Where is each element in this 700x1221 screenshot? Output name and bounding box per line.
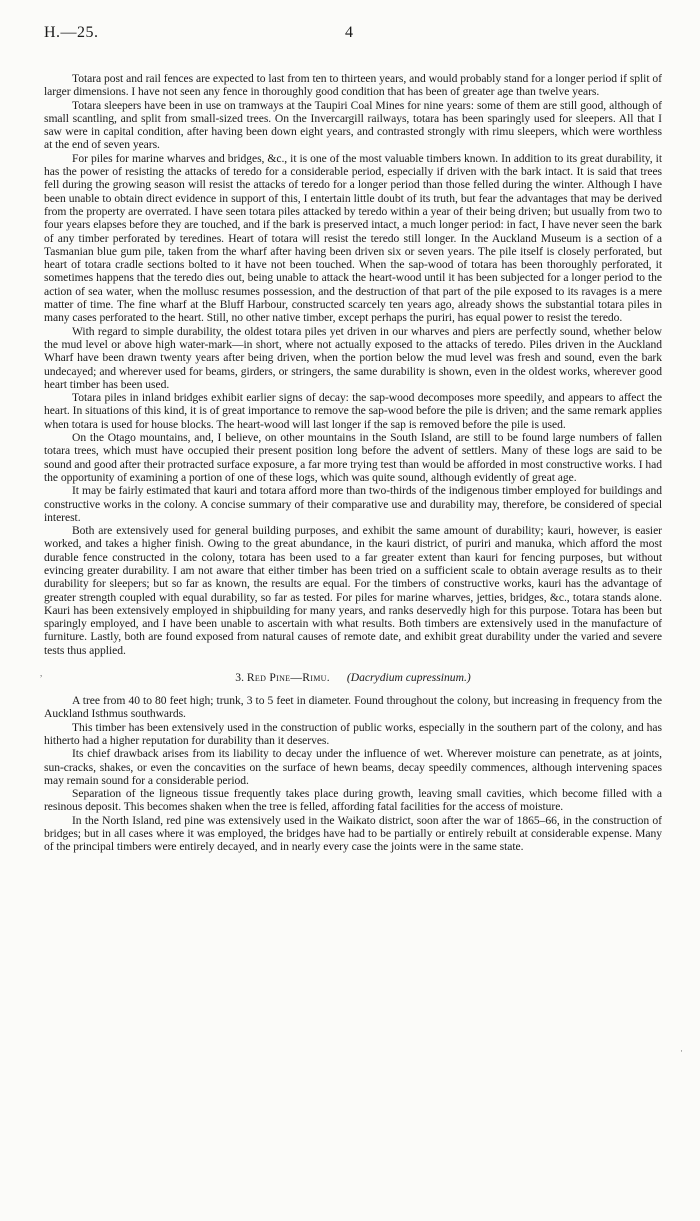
paragraph-rimu-usage: This timber has been extensively used in the construction of public works, especially in the southern part of the colony, and has hitherto had a higher reputation for durability than it deserves. [44,720,662,747]
page-number: 4 [345,24,353,41]
section-title: Red Pine—Rimu. [246,671,330,685]
section-latin-name: (Dacrydium cupressinum.) [346,671,471,685]
paragraph-totara-durability: With regard to simple durability, the oldest totara piles yet driven in our wharves and piers are perfectly sound, whether below the mud level or above high water-mark—in short, where not actually exposed to the attacks of teredo. Piles driven in the Auckland Wharf have been drawn twenty years after being driven, when the portion below the mud level was fresh and sound, even the bark undecayed; and wherever used for beams, girders, or stringers, the same durability is shown, even in the oldest works, wherever good heart timber has been used. [44,324,662,391]
paragraph-totara-sleepers: Totara sleepers have been in use on tramways at the Taupiri Coal Mines for nine years: some of them are still good, although of small scantling, and split from small-sized trees. On the Invercargill railways, totara has been sparingly used for sleepers. All that I saw were in capital condition, after having been down eight years, and contrasted strongly with rimu sleepers, which were worthless at the end of seven years. [44,98,662,152]
paragraph-kauri-totara-comparison: Both are extensively used for general building purposes, and exhibit the same amount of durability; kauri, however, is easier worked, and takes a higher finish. Owing to the great abundance, in the kauri district, of puriri and manuka, which afford the most durable fence constructed in the colony, totara has been used to a far greater extent than kauri for fencing purposes, but without evincing greater durability. I am not aware that either timber has been tried on a sufficient scale to obtain average results as to their durability for sleepers; but so far as known, the results are equal. For the timbers of constructive works, kauri has the advantage of greater strength coupled with equal durability, so far as tested. For piles for marine wharves, jetties, bridges, &c., totara stands alone. Kauri has been extensively employed in shipbuilding for many years, and ranks deservedly high for this purpose. Totara has been but sparingly employed, and I have been unable to ascertain with what results. Both timbers are extensively used in the manufacture of furniture. Lastly, both are found exposed from natural causes of remote date, and exhibit great durability under the varied and severe tests thus applied. [44,524,662,657]
paragraph-totara-fences: Totara post and rail fences are expected to last from ten to thirteen years, and would probably stand for a longer period if split of larger dimensions. I have not seen any fence in thoroughly good condition that has been of greater age than twelve years. [44,72,662,99]
paragraph-totara-piles: For piles for marine wharves and bridges, &c., it is one of the most valuable timbers known. In addition to its great durability, it has the power of resisting the attacks of teredo for a considerable period, especially if driven with the bark intact. It is said that trees fell during the growing season will resist the attacks of teredo for a longer period than those felled during the winter. Although I have been unable to obtain direct evidence in support of this, I entertain little doubt of its truth, but fear the advantages that may be derived from the property are overrated. I have seen totara piles attacked by teredo within a year of their being driven; but usually from two to four years elapses before they are touched, and if the bark is preserved intact, a much longer period: in fact, I have never seen the bark of any timber perforated by teredines. Heart of totara will resist the teredo still longer. In the Auckland Museum is a section of a Tasmanian blue gum pile, taken from the wharf after having been driven six or seven years. The pile itself is closely perforated, but heart of totara cradle sections bolted to it have not been touched. When the sap-wood of totara has been thoroughly perforated, it sometimes happens that the teredo dies out, being unable to attack the heart-wood until it has been subjected for a longer period to the action of sea water, when the mollusc resumes possession, and the destruction of that part of the pile exposed to its ravages is a mere matter of time. The fine wharf at the Bluff Harbour, constructed scarcely ten years ago, already shows the substantial totara piles in many cases perforated to the heart. Still, no other native timber, except perhaps the puriri, has equal power to resist the teredo. [44,151,662,325]
margin-mark: · [680,1046,683,1056]
margin-mark: , [40,668,43,678]
paragraph-rimu-waikato: In the North Island, red pine was extensively used in the Waikato district, soon after the war of 1865–66, in the construction of bridges; but in all cases where it was employed, the bridges have had to be partially or entirely rebuilt at considerable expense. Many of the principal timbers were entirely decayed, and in nearly every case the joints were in the same state. [44,813,662,854]
paragraph-rimu-drawback: Its chief drawback arises from its liability to decay under the influence of wet. Wherever moisture can penetrate, as at joints, sun-cracks, shakes, or even the concavities on the surface of hewn beams, decay speedily commences, although intervening spaces may remain sound for a considerable period. [44,747,662,787]
paragraph-rimu-description: A tree from 40 to 80 feet high; trunk, 3 to 5 feet in diameter. Found throughout the colony, but increasing in frequency from the Auckland Isthmus southwards. [44,694,662,721]
section-heading-rimu [44,671,662,685]
document-reference: H.—25. [44,24,99,41]
paragraph-inland-bridges: Totara piles in inland bridges exhibit earlier signs of decay: the sap-wood decomposes more speedily, and appears to affect the heart. In situations of this kind, it is of great importance to remove the sap-wood before the pile is driven; and the same remark applies when totara is used for house blocks. The heart-wood will last longer if the sap is removed before the pile is used. [44,391,662,431]
body-text [44,72,662,854]
paragraph-otago-logs: On the Otago mountains, and, I believe, on other mountains in the South Island, are still to be found large numbers of fallen totara trees, which must have occupied their present position long before the advent of settlers. Many of these logs are said to be sound and good after their protracted surface exposure, a far more trying test than would be afforded in most constructive works. I had the opportunity of examining a portion of one of these logs, which was quite sound, although evidently of great age. [44,431,662,484]
paragraph-rimu-separation: Separation of the ligneous tissue frequently takes place during growth, leaving small cavities, which become filled with a resinous deposit. This becomes shaken when the tree is felled, affording fatal facilities for the access of moisture. [44,787,662,814]
section-number: 3. [235,671,244,685]
paragraph-kauri-totara-estimate: It may be fairly estimated that kauri and totara afford more than two-thirds of the indigenous timber employed for buildings and constructive works in the colony. A concise summary of their comparative use and durability may, therefore, be considered of special interest. [44,484,662,524]
